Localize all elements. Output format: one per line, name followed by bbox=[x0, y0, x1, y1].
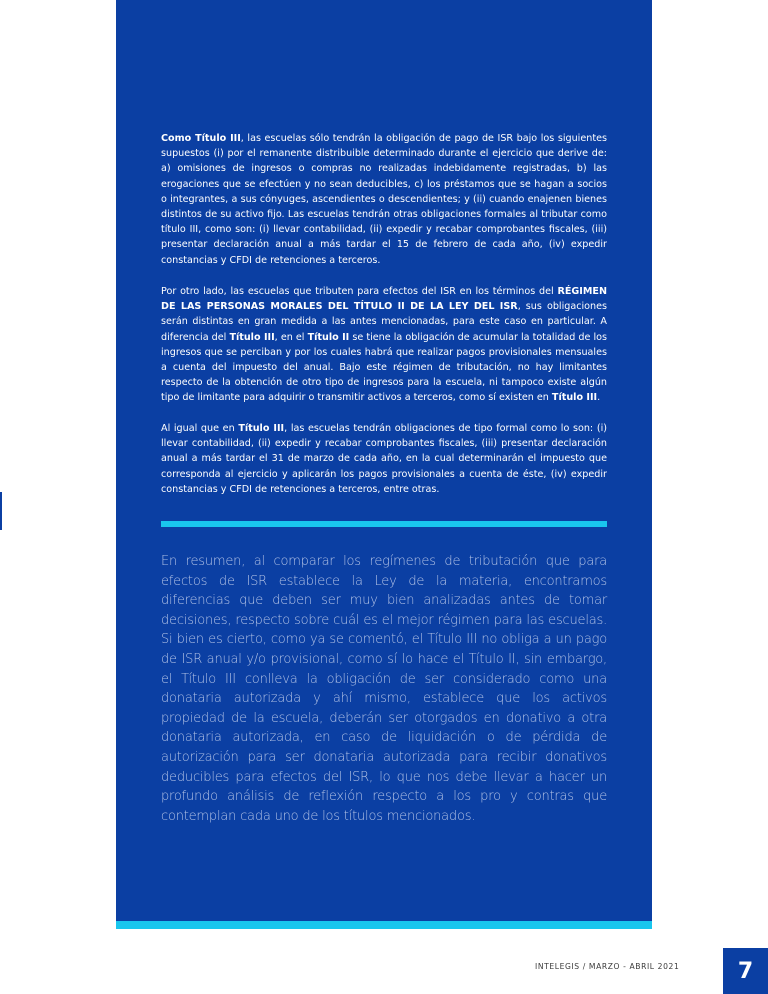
bold-term: Título III bbox=[238, 423, 285, 434]
paragraph-text: se tiene la obligación de acumular la totalidad de los ingresos que se perciban y por los cuales habrá que realizar pagos provisionales mensuales a cuenta del impuesto del anual. Bajo este régimen de tributación, no hay limitantes respecto de la obtención de otro tipo de ingresos para la escuela, ni tampoco existe algún tipo de limitante para adquirir o transmitir activos a terceros, como sí existen en bbox=[161, 331, 608, 404]
bold-term: Título II bbox=[307, 331, 350, 343]
bold-term: RÉGIMEN DE LAS PERSONAS MORALES DEL TÍTULO II DE LA LEY DEL ISR bbox=[161, 286, 607, 313]
publication-footer: INTELEGIS / MARZO - ABRIL 2021 bbox=[535, 962, 680, 971]
paragraph-text: , sus obligaciones serán distintas en gran medida a las antes mencionadas, para este caso en particular. A diferencia del bbox=[161, 301, 607, 343]
bold-term: Título III bbox=[229, 331, 275, 343]
page-number: 7 bbox=[737, 958, 754, 984]
paragraph-text: . bbox=[597, 392, 601, 404]
paragraph-text: Por otro lado, las escuelas que tributen para efectos del ISR en los términos del bbox=[161, 286, 558, 297]
bold-term: Título III bbox=[551, 392, 598, 404]
paragraph-text: Al igual que en bbox=[161, 423, 239, 434]
paragraph-text: , en el bbox=[274, 331, 308, 343]
paragraph-titulo-ii bbox=[161, 284, 607, 406]
summary-paragraph: En resumen, al comparar los regímenes de tributación que para efectos de ISR establece la Ley de la materia, encontramos diferencias que deben ser muy bien analizadas antes de tomar decisiones, respecto sobre cuál es el mejor régimen para las escuelas. Si bien es cierto, como ya se comentó, el Título III no obliga a un pago de ISR anual y/o provisional, como sí lo hace el Título II, sin embargo, el Título III conlleva la obligación de ser considerado como una donataria autorizada y ahí mismo, establece que los activos propiedad de la escuela, deberán ser otorgados en donativo a otra donataria autorizada, en caso de liquidación o de pérdida de autorización para ser donataria autorizada para recibir donativos deducibles para efectos del ISR, lo que nos debe llevar a hacer un profundo análisis de reflexión respecto a los pro y contras que contemplan cada uno de los títulos mencionados. bbox=[161, 554, 607, 824]
page-number-box bbox=[723, 948, 768, 994]
bold-term: Como Título III bbox=[161, 133, 241, 144]
paragraph-obligaciones-formales bbox=[161, 421, 607, 497]
panel-bottom-accent-bar bbox=[116, 921, 652, 929]
paragraph-text: , las escuelas tendrán obligaciones de tipo formal como lo son: (i) llevar contabilidad, (ii) expedir y recabar comprobantes fiscales, (iii) presentar declaración anual a más tardar el 31 de marzo de cada año, en la cual determinarán el impuesto que corresponda al ejercicio y aplicarán los pagos provisionales a cuenta de éste, (iv) expedir constancias y CFDI de retenciones a terceros, entre otras. bbox=[161, 423, 607, 495]
paragraph-titulo-iii bbox=[161, 131, 607, 268]
paragraph-text: , las escuelas sólo tendrán la obligación de pago de ISR bajo los siguientes supuestos (i) por el remanente distribuible determinado durante el ejercicio que derive de: a) omisiones de ingresos o compras no realizadas indebidamente registradas, b) las erogaciones que se efectúen y no sean deducibles, c) los préstamos que se hagan a socios o integrantes, a sus cónyuges, ascendientes o descendientes; y (ii) cuando enajenen bienes distintos de su activo fijo. Las escuelas tendrán otras obligaciones formales al tributar como título III, como son: (i) llevar contabilidad, (ii) expedir y recabar comprobantes fiscales, (iii) presentar declaración anual a más tardar el 15 de febrero de cada año, (iv) expedir constancias y CFDI de retenciones a terceros. bbox=[161, 133, 607, 266]
left-margin-marker bbox=[0, 492, 2, 530]
section-divider bbox=[161, 521, 607, 527]
